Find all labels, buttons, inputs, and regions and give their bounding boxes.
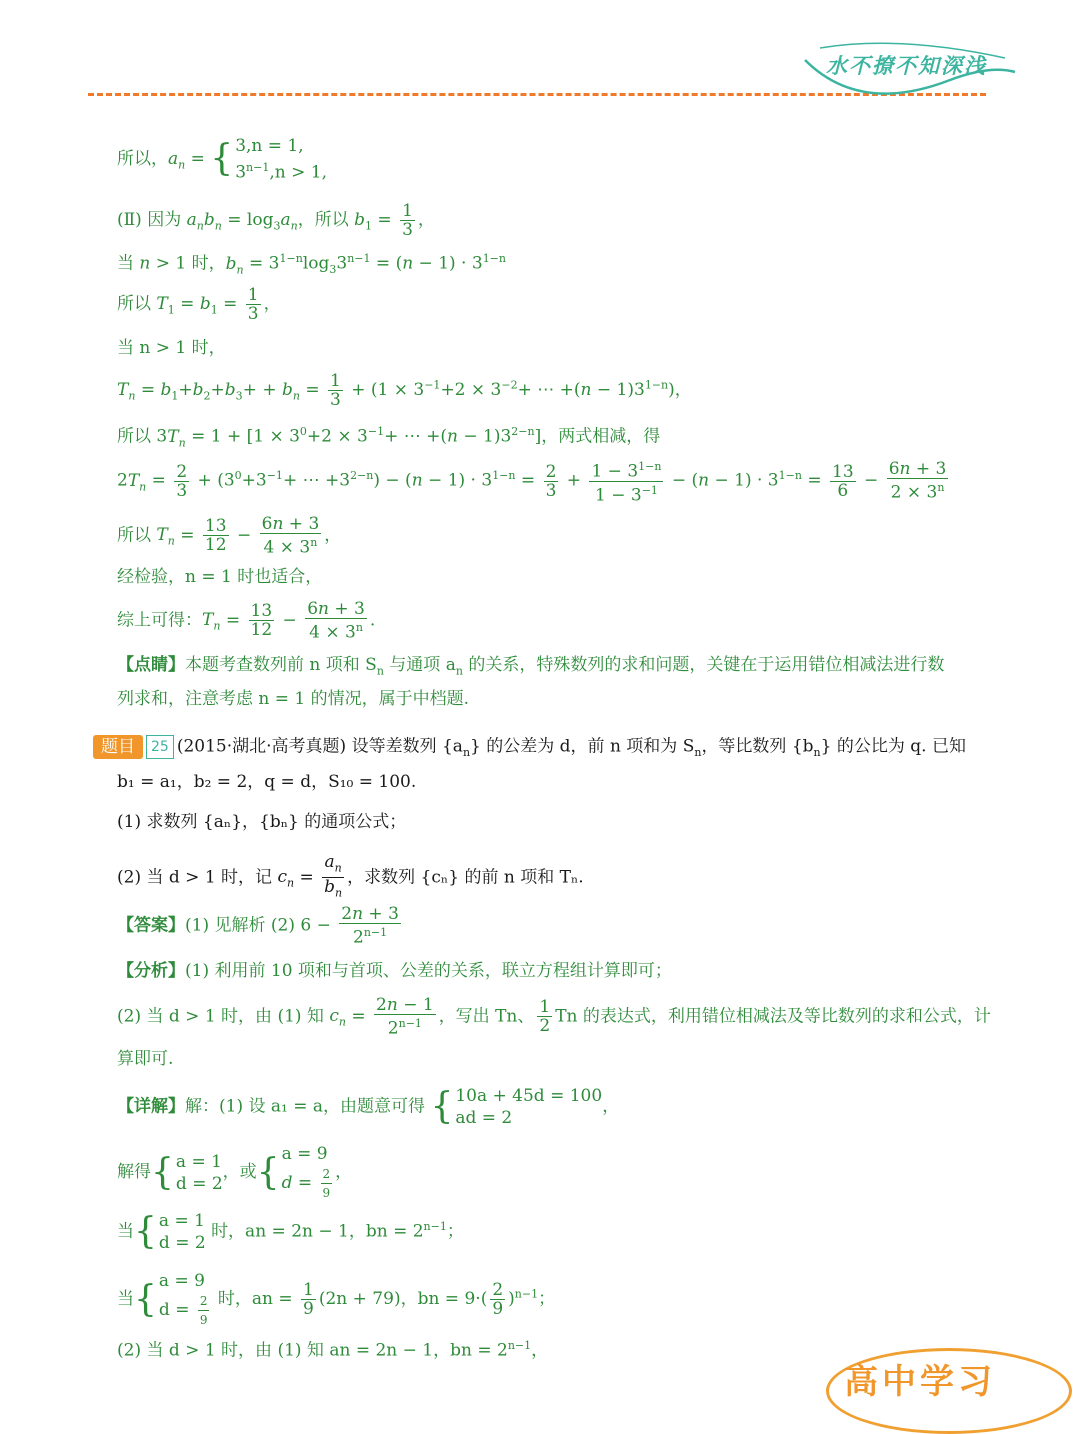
solution-line-1: 所以，$a_n$ = { 3,n = 1, $3^{n-1},n > 1$, <box>117 136 327 183</box>
solution-line-10: 经检验，n = 1 时也适合， <box>117 567 323 587</box>
problem-part-2: (2) 当 d > 1 时，记 $c_n$ = $\frac{a_n}{b_n}$ ，求数列 {cₙ} 的前 n 项和 Tₙ. <box>117 852 584 900</box>
solution-line-11: 综上可得：$T_n$ = $\frac{13}{12}$ − $\frac{6n + 3}{4 \times 3^n}$ . <box>117 599 376 643</box>
solution-line-5: 当 n > 1 时， <box>117 338 226 358</box>
answer-line: 【答案】(1) 见解析 (2) 6 − $\frac{2n + 3}{2^{n-1}}$ <box>117 904 399 948</box>
detail-line-1: 【详解】解：(1) 设 a₁ = a，由题意可得 { 10a + 45d = 100 ad = 2， <box>117 1086 620 1128</box>
problem-part-1: (1) 求数列 {aₙ}，{bₙ} 的通项公式； <box>117 812 407 832</box>
problem-number: 25 <box>146 735 174 759</box>
solution-line-7: 所以 $3T_n = 1 + [1 \times 3^0+2 \times 3^{-1}+$ ⋯ $+(n - 1)3^{2-n}$]，两式相减，得 <box>117 425 661 450</box>
detail-line-3: 当{ a = 1 d = 2 时，an = 2n − 1，bn = $2^{n-1}$； <box>117 1211 464 1253</box>
solution-line-4: 所以 $T_1 = b_1$ = $\frac{1}{3}$ ， <box>117 285 281 324</box>
detail-line-2: 解得{ a = 1 d = 2，或{ a = 9 d = $\frac{2}{9}$ ， <box>117 1144 353 1200</box>
solution-line-9: 所以 $T_n$ = $\frac{13}{12}$ − $\frac{6n + 3}{4 \times 3^n}$ ， <box>117 514 342 558</box>
analysis-line-2: (2) 当 d > 1 时，由 (1) 知 $c_n$ = $\frac{2n - 1}{2^{n-1}}$ ，写出 Tn、 $\frac{1}{2}$ Tn 的表达式，利用错位相减法及等比数列的求和公式，计 <box>117 995 991 1039</box>
analysis-line-3: 算即可. <box>117 1049 174 1069</box>
dianjing-line-1: 【点睛】本题考查数列前 n 项和 $S_n$ 与通项 $a_n$ 的关系，特殊数列的求和问题，关键在于运用错位相减法进行数 <box>117 655 945 678</box>
solution-line-6: $T_n = b_1+b_2+b_3+ + b_n$ = $\frac{1}{3}$ + ($1 \times 3^{-1}+2 \times 3^{-2}+$ ⋯ $+(n - 1)3^{1-n}$)， <box>117 371 692 410</box>
problem-badge: 题目 <box>93 735 143 759</box>
problem-stem-line-1: 题目 25 (2015·湖北·高考真题) 设等差数列 $\{a_n\}$ 的公差为 d，前 n 项和为 $S_n$，等比数列 $\{b_n\}$ 的公比为 q. 已知 <box>93 735 966 764</box>
brand-text: 水不撩不知深浅 <box>826 53 987 78</box>
problem-condition: b₁ = a₁，b₂ = 2，q = d，S₁₀ = 100. <box>117 772 417 792</box>
dianjing-line-2: 列求和，注意考虑 n = 1 的情况，属于中档题. <box>117 689 470 709</box>
footer-stamp-text: 高中学习 <box>844 1362 996 1402</box>
analysis-line-1: 【分析】(1) 利用前 10 项和与首项、公差的关系，联立方程组计算即可； <box>117 961 672 981</box>
detail-line-4: 当{ a = 9 d = $\frac{2}{9}$ 时，an = $\frac{1}{9}$ (2n + 79)，bn = 9·( $\frac{2}{9}$ )$^{n-1}$； <box>117 1271 556 1327</box>
detail-line-5: (2) 当 d > 1 时，由 (1) 知 an = 2n − 1，bn = $2^{n-1}$， <box>117 1339 549 1361</box>
solution-line-2: (Ⅱ) 因为 $a_nb_n = \log_3a_n$，所以 $b_1$ = $\frac{1}{3}$ ， <box>117 201 435 240</box>
solution-line-8: $2T_n$ = $\frac{2}{3}$ + ($3^0+3^{-1}+$ ⋯ $+3^{2-n}) - (n - 1) \cdot 3^{1-n}$ = $\frac{2}{3}$ + $\frac{1 - 3^{1-n}}{1 - 3^{-1}}$ − $(n - 1) \cdot 3^{1-n}$ = $\frac{13}{6}$ − $\frac{6n + 3}{2 \times 3^n}$ <box>117 459 947 506</box>
solution-line-3: 当 n > 1 时，$b_n = 3^{1-n}\log_33^{n-1} = (n - 1) \cdot 3^{1-n}$ <box>117 252 506 277</box>
